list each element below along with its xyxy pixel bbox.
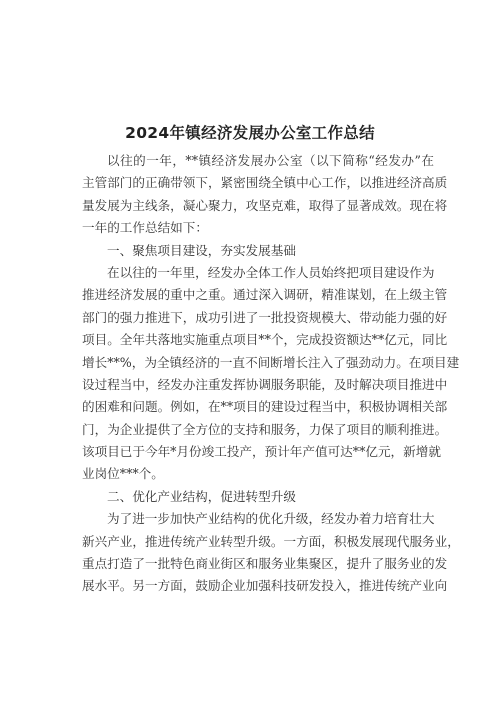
- paragraph-line: 该项目已于今年*月份竣工投产，预计年产值可达**亿元，新增就: [82, 444, 441, 460]
- paragraph-line: 为了进一步加快产业结构的优化升级，经发办着力培育壮大: [107, 511, 435, 527]
- paragraph-line: 主管部门的正确带领下，紧密围绕全镇中心工作，以推进经济高质: [82, 175, 448, 191]
- paragraph-line: 项目。全年共落地实施重点项目**个，完成投资额达**亿元，同比: [82, 332, 448, 348]
- paragraph-line: 的困难和问题。例如，在**项目的建设过程当中，积极协调相关部: [82, 399, 448, 415]
- paragraph-line: 部门的强力推进下，成功引进了一批投资规模大、带动能力强的好: [82, 309, 448, 325]
- paragraph-line: 一年的工作总结如下：: [82, 220, 208, 236]
- paragraph-line: 在以往的一年里，经发办全体工作人员始终把项目建设作为: [107, 264, 435, 280]
- paragraph-line: 重点打造了一批特色商业街区和服务业集聚区，提升了服务业的发: [82, 556, 448, 572]
- paragraph-line: 展水平。另一方面，鼓励企业加强科技研发投入，推进传统产业向: [82, 578, 448, 594]
- section-heading: 二、优化产业结构，促进转型升级: [107, 488, 296, 504]
- paragraph-line: 设过程当中，经发办注重发挥协调服务职能，及时解决项目推进中: [82, 376, 448, 392]
- paragraph-line: 增长**%，为全镇经济的一直不间断增长注入了强劲动力。在项目建: [82, 354, 460, 370]
- paragraph-line: 推进经济发展的重中之重。通过深入调研，精准谋划，在上级主管: [82, 287, 448, 303]
- paragraph-line: 以往的一年，**镇经济发展办公室（以下简称“经发办”在: [107, 153, 434, 168]
- document-title: 2024年镇经济发展办公室工作总结: [125, 124, 375, 142]
- paragraph-line: 业岗位***个。: [82, 466, 164, 482]
- paragraph-line: 门，为企业提供了全方位的支持和服务，力保了项目的顺利推进。: [82, 421, 448, 437]
- document-body: [82, 150, 460, 598]
- paragraph-line: 新兴产业，推进传统产业转型升级。一方面，积极发展现代服务业，: [82, 533, 460, 549]
- paragraph-line: 量发展为主线条，凝心聚力，攻坚克难，取得了显著成效。现在将: [82, 197, 448, 213]
- section-heading: 一、聚焦项目建设，夯实发展基础: [107, 242, 296, 258]
